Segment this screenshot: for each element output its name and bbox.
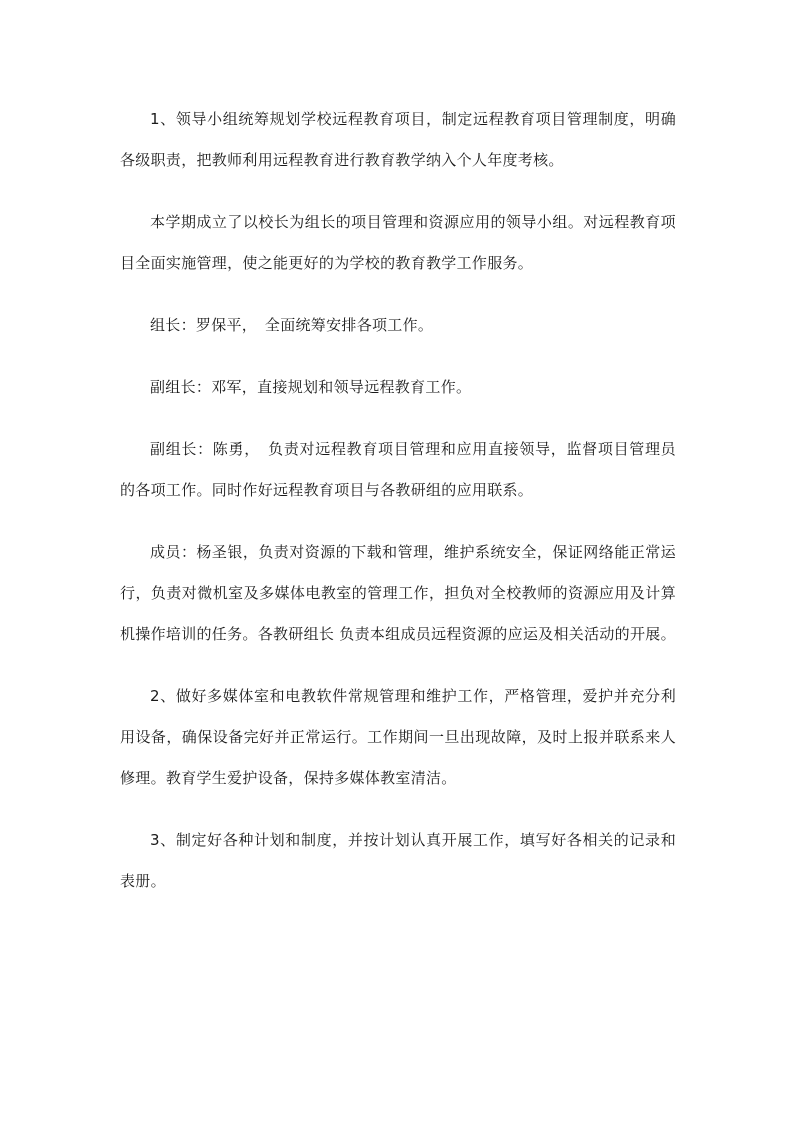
- paragraph-deputy-leader-2: 副组长：陈勇， 负责对远程教育项目管理和应用直接领导，监督项目管理员的各项工作。同时作好远程教育项目与各教研组的应用联系。: [120, 440, 676, 499]
- paragraph-leadership-group: 本学期成立了以校长为组长的项目管理和资源应用的领导小组。对远程教育项目全面实施管理，使之能更好的为学校的教育教学工作服务。: [120, 213, 676, 272]
- document-body: [120, 99, 676, 923]
- paragraph-leadership-planning: 1、领导小组统筹规划学校远程教育项目，制定远程教育项目管理制度，明确各级职责，把教师利用远程教育进行教育教学纳入个人年度考核。: [120, 110, 676, 169]
- paragraph-multimedia-maintenance: 2、做好多媒体室和电教软件常规管理和维护工作，严格管理，爱护并充分利用设备，确保设备完好并正常运行。工作期间一旦出现故障，及时上报并联系来人修理。教育学生爱护设备，保持多媒体教室清洁。: [120, 687, 676, 787]
- paragraph-plans-records: 3、制定好各种计划和制度，并按计划认真开展工作，填写好各相关的记录和表册。: [120, 831, 676, 890]
- paragraph-member: 成员：杨圣银，负责对资源的下载和管理，维护系统安全，保证网络能正常运行，负责对微机室及多媒体电教室的管理工作，担负对全校教师的资源应用及计算机操作培训的任务。各教研组长 负责本组成员远程资源的应运及相关活动的开展。: [120, 543, 676, 643]
- paragraph-deputy-leader-1: 副组长：邓军，直接规划和领导远程教育工作。: [150, 378, 472, 396]
- paragraph-group-leader: 组长：罗保平， 全面统筹安排各项工作。: [150, 316, 434, 334]
